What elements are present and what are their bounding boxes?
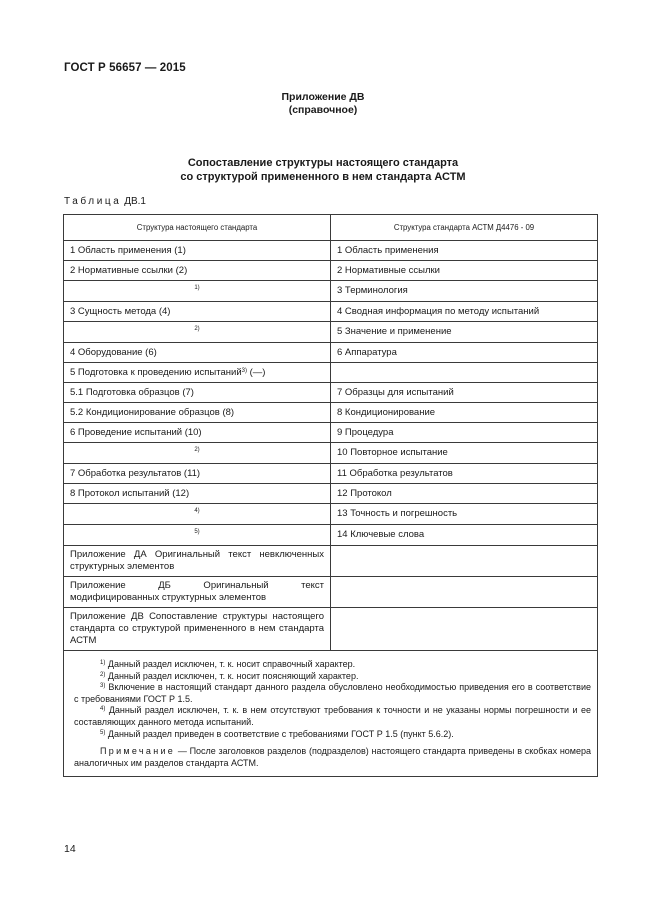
title-line-2: со структурой примененного в нем стандарта АСТМ <box>180 171 466 183</box>
table-footnotes <box>64 651 598 777</box>
cell-right: 9 Процедура <box>331 423 598 443</box>
cell-right: 1 Область применения <box>331 241 598 261</box>
cell-left-footnote-mark: 1) <box>64 281 331 302</box>
cell-left <box>64 363 331 383</box>
cell-left-footnote-mark: 2) <box>64 443 331 464</box>
cell-right <box>331 608 598 651</box>
table-row <box>64 383 598 403</box>
annex-heading <box>0 91 646 117</box>
table-row <box>64 443 598 464</box>
table-row <box>64 261 598 281</box>
table-row <box>64 343 598 363</box>
cell-right: 5 Значение и применение <box>331 322 598 343</box>
cell-right <box>331 546 598 577</box>
cell-left: 5.1 Подготовка образцов (7) <box>64 383 331 403</box>
cell-left: Приложение ДБ Оригинальный текст модифицированных структурных элементов <box>64 577 331 608</box>
cell-left: 5.2 Кондиционирование образцов (8) <box>64 403 331 423</box>
cell-left-tail: (—) <box>247 367 266 378</box>
cell-left: 3 Сущность метода (4) <box>64 302 331 322</box>
table-header-row <box>64 215 598 241</box>
note-text: — После заголовков разделов (подразделов) настоящего стандарта приведены в скобках номера аналогичных им разделов стандарта АСТМ. <box>74 746 591 768</box>
header-astm-structure: Структура стандарта АСТМ Д4476 - 09 <box>331 215 598 241</box>
cell-left: 4 Оборудование (6) <box>64 343 331 363</box>
table-row <box>64 241 598 261</box>
annex-subtitle: (справочное) <box>288 104 358 116</box>
footnote-text: Включение в настоящий стандарт данного раздела обусловлено необходимостью приведения его в соответствие с требованиями ГОСТ Р 1.5. <box>74 682 591 704</box>
cell-left: 2 Нормативные ссылки (2) <box>64 261 331 281</box>
cell-right: 11 Обработка результатов <box>331 464 598 484</box>
footnote <box>74 705 591 728</box>
footnote-ref: 3) <box>241 368 247 374</box>
footnote <box>74 729 591 741</box>
table-row <box>64 281 598 302</box>
page-title <box>0 156 646 184</box>
table-row <box>64 525 598 546</box>
table-row <box>64 504 598 525</box>
footnote-text: Данный раздел исключен, т. к. носит поясняющий характер. <box>105 670 359 681</box>
footnote <box>74 682 591 705</box>
cell-right: 8 Кондиционирование <box>331 403 598 423</box>
cell-left: 6 Проведение испытаний (10) <box>64 423 331 443</box>
cell-left-footnote-mark: 5) <box>64 525 331 546</box>
cell-right: 3 Терминология <box>331 281 598 302</box>
footnote-text: Данный раздел приведен в соответствие с требованиями ГОСТ Р 1.5 (пункт 5.6.2). <box>105 728 454 739</box>
document-code: ГОСТ Р 56657 — 2015 <box>64 62 186 74</box>
cell-right: 7 Образцы для испытаний <box>331 383 598 403</box>
table-row <box>64 577 598 608</box>
cell-right: 14 Ключевые слова <box>331 525 598 546</box>
table-row <box>64 403 598 423</box>
note-label: Примечание <box>100 746 176 757</box>
structure-comparison-table <box>63 214 598 777</box>
cell-right: 13 Точность и погрешность <box>331 504 598 525</box>
cell-left: Приложение ДА Оригинальный текст невключенных структурных элементов <box>64 546 331 577</box>
cell-right: 10 Повторное испытание <box>331 443 598 464</box>
table-caption-word: Таблица <box>64 196 122 207</box>
table-row <box>64 322 598 343</box>
cell-left: 7 Обработка результатов (11) <box>64 464 331 484</box>
cell-left-text: 5 Подготовка к проведению испытаний <box>70 367 242 378</box>
footnote-mark: 4) <box>100 706 106 713</box>
table-row <box>64 363 598 383</box>
cell-left: Приложение ДВ Сопоставление структуры настоящего стандарта со структурой примененного в нем стандарта АСТМ <box>64 608 331 651</box>
cell-right: 6 Аппаратура <box>331 343 598 363</box>
footnote-text: Данный раздел исключен, т. к. носит справочный характер. <box>105 659 356 669</box>
footnote <box>74 659 591 671</box>
footnote-mark: 1) <box>100 660 106 666</box>
table-row <box>64 423 598 443</box>
cell-right: 2 Нормативные ссылки <box>331 261 598 281</box>
page-number: 14 <box>64 843 76 855</box>
footnote-text: Данный раздел исключен, т. к. в нем отсутствуют требования к точности и не указаны нормы погрешности и ее составляющих данного метода испытаний. <box>74 705 591 727</box>
title-line-1: Сопоставление структуры настоящего стандарта <box>187 157 459 169</box>
table-footnotes-row <box>64 651 598 777</box>
table-caption <box>64 196 146 207</box>
footnote-mark: 5) <box>100 729 106 736</box>
cell-left: 8 Протокол испытаний (12) <box>64 484 331 504</box>
cell-left: 1 Область применения (1) <box>64 241 331 261</box>
footnote <box>74 671 591 683</box>
table-row <box>64 464 598 484</box>
header-current-structure: Структура настоящего стандарта <box>64 215 331 241</box>
table-row <box>64 546 598 577</box>
table-row <box>64 608 598 651</box>
cell-left-footnote-mark: 4) <box>64 504 331 525</box>
cell-left-footnote-mark: 2) <box>64 322 331 343</box>
cell-right: 4 Сводная информация по методу испытаний <box>331 302 598 322</box>
table-row <box>64 484 598 504</box>
footnote-mark: 2) <box>100 671 106 678</box>
cell-right: 12 Протокол <box>331 484 598 504</box>
table-caption-number: ДВ.1 <box>124 196 146 207</box>
table-note <box>74 746 591 769</box>
table-row <box>64 302 598 322</box>
annex-title: Приложение ДВ <box>281 91 365 103</box>
cell-right <box>331 363 598 383</box>
cell-right <box>331 577 598 608</box>
footnote-mark: 3) <box>100 683 106 690</box>
